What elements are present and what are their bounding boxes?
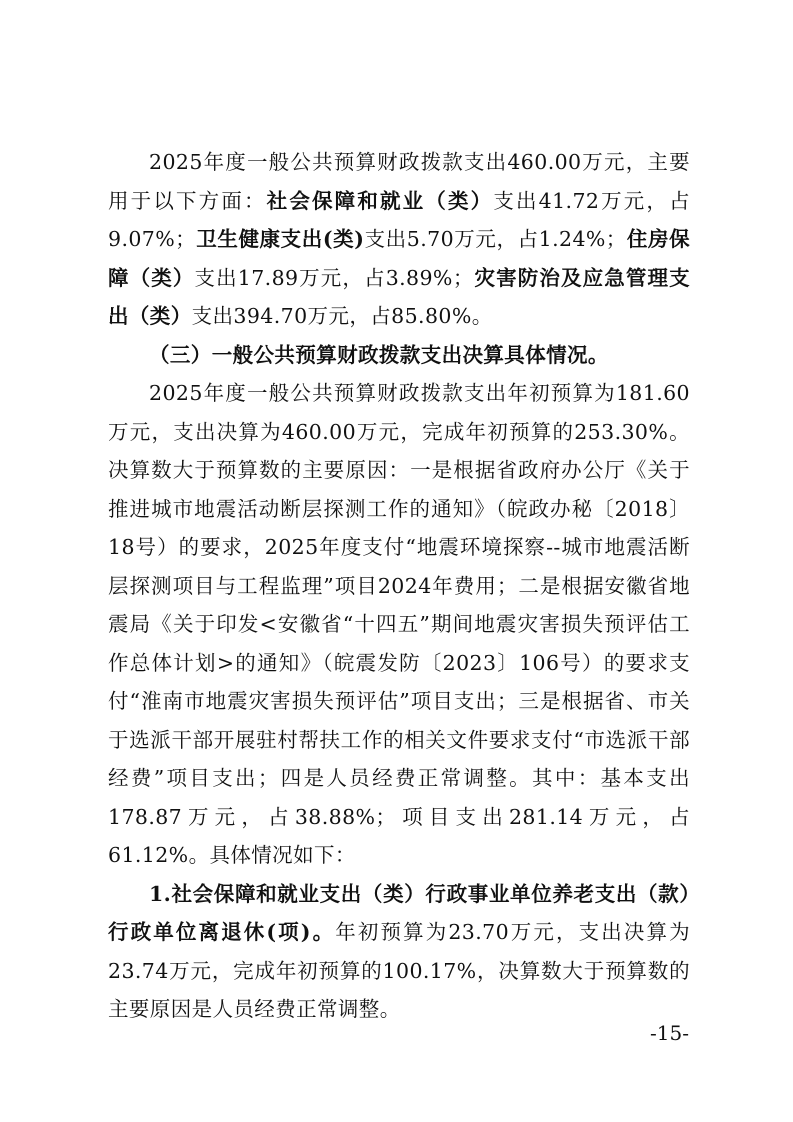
paragraph-item-1 (108, 875, 690, 1029)
category-housing: 住房保障（类） (108, 227, 691, 290)
category-health: 卫生健康支出(类) (196, 227, 365, 251)
category-social-security: 社会保障和就业（类） (266, 188, 494, 213)
section-heading-3: （三）一般公共预算财政拨款支出决算具体情况。 (149, 342, 609, 367)
summary-text-4: 支出17.89万元，占3.89%； (194, 265, 474, 290)
page-number: -15- (650, 1021, 689, 1045)
summary-text-1: 2025年度一般公共预算财政拨款支出460.00万元，主要用于以下方面： (108, 150, 690, 213)
summary-text-5: 支出394.70万元，占85.80%。 (191, 304, 493, 328)
paragraph-expenditure-summary (108, 143, 690, 336)
item-1-text: 年初预算为23.70万元，支出决算为23.74万元，完成年初预算的100.17%，决算数大于预算数的主要原因是人员经费正常调整。 (108, 920, 690, 1021)
paragraph-detailed-situation: 2025年度一般公共预算财政拨款支出年初预算为181.60万元，支出决算为460.00万元，完成年初预算的253.30%。决算数大于预算数的主要原因：一是根据省政府办公厅《关于推进城市地震活动断层探测工作的通知》（皖政办秘〔2018〕18号）的要求，2025年度支付“地震环境探察--城市地震活断层探测项目与工程监理”项目2024年费用；二是根据安徽省地震局《关于印发<安徽省“十四五”期间地震灾害损失预评估工作总体计划>的通知》（皖震发防〔2023〕106号）的要求支付“淮南市地震灾害损失预评估”项目支出；三是根据省、市关于选派干部开展驻村帮扶工作的相关文件要求支付“市选派干部经费”项目支出；四是人员经费正常调整。其中：基本支出178.87万元，占38.88%；项目支出281.14万元，占61.12%。具体情况如下： (108, 381, 690, 867)
document-body (108, 143, 690, 1029)
category-disaster-prevention: 灾害防治及应急管理支出（类） (108, 265, 690, 328)
summary-text-3: 支出5.70万元，占1.24%； (364, 227, 627, 251)
summary-text-2: 支出41.72万元，占 9.07%； (108, 188, 690, 251)
item-1-title: 1.社会保障和就业支出（类）行政事业单位养老支出（款）行政单位离退休(项)。 (108, 881, 690, 944)
